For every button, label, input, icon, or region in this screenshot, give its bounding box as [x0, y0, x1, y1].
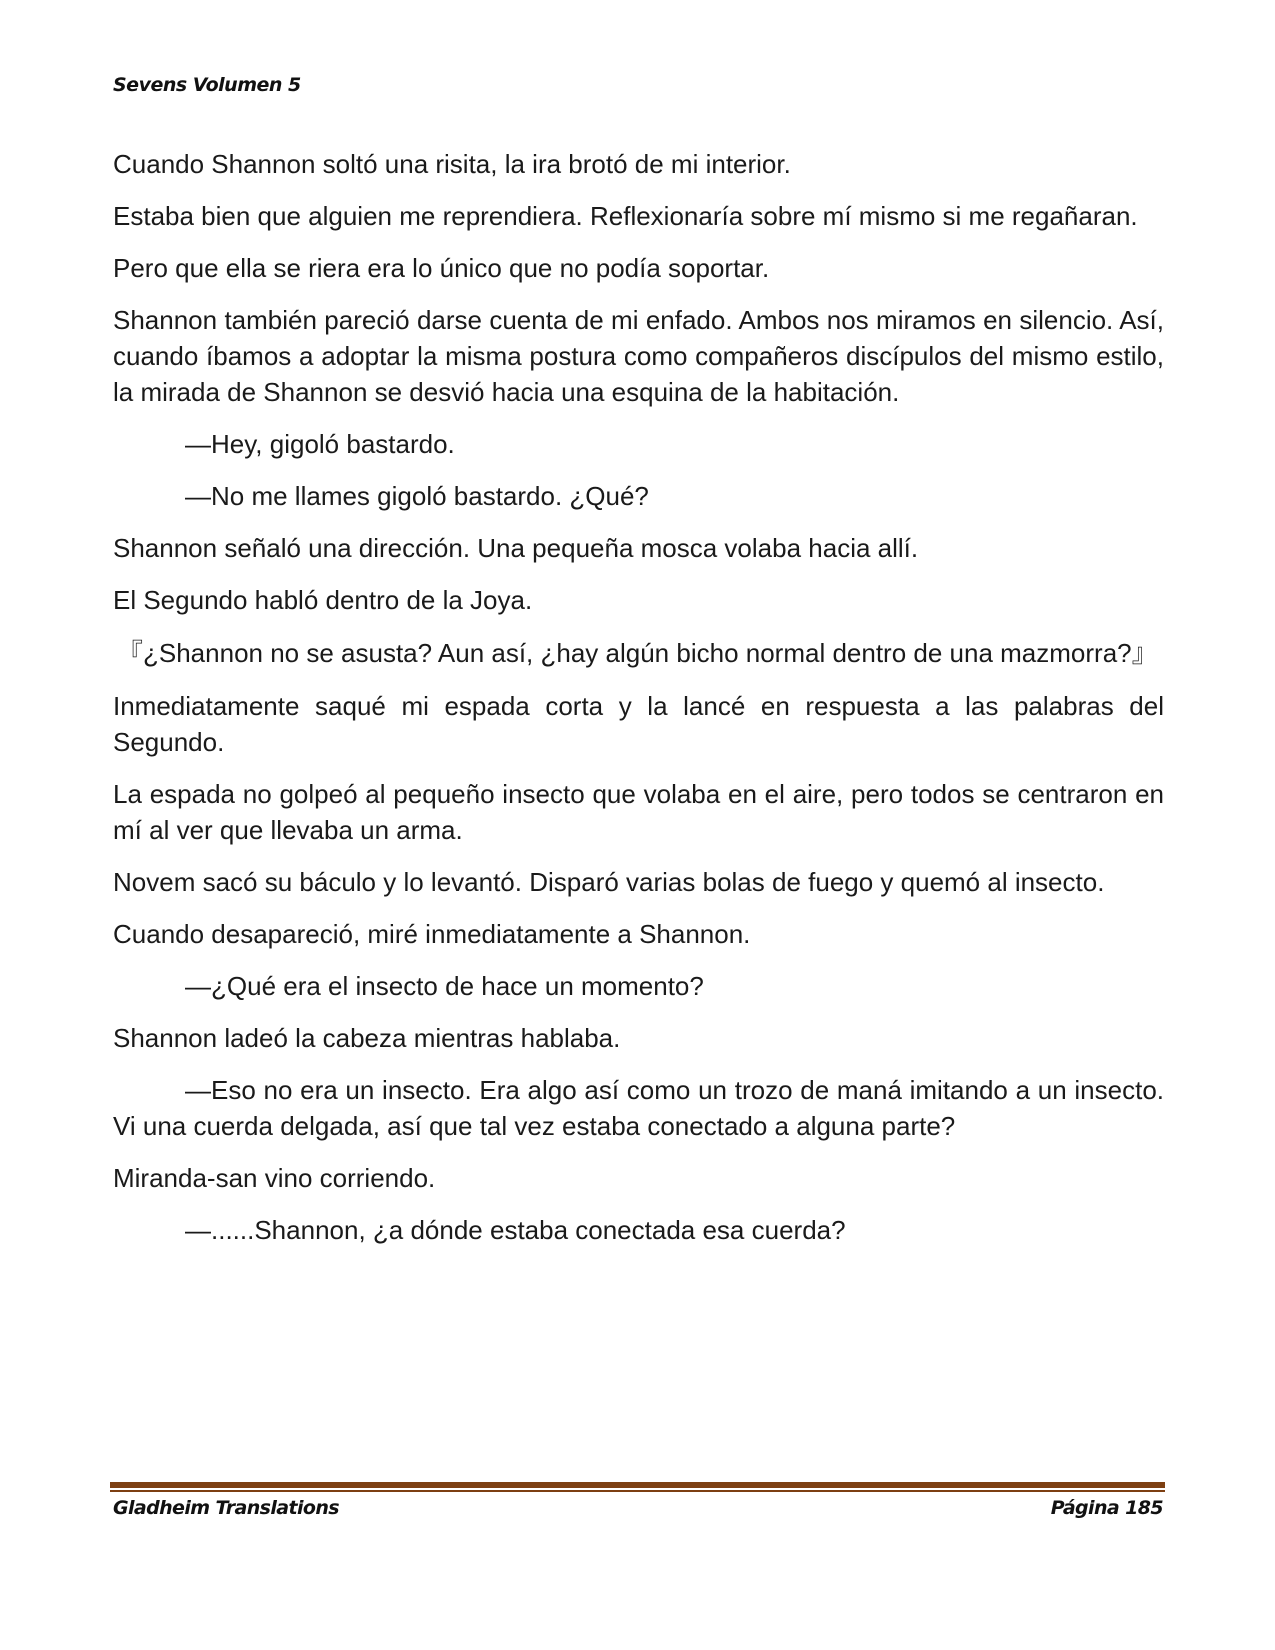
footer-divider-thick [110, 1482, 1165, 1488]
footer-publisher: Gladheim Translations [113, 1497, 339, 1519]
paragraph-narration: La espada no golpeó al pequeño insecto que volaba en el aire, pero todos se centraron en mí al ver que llevaba un arma. [113, 779, 1164, 845]
paragraph-narration: Cuando Shannon soltó una risita, la ira brotó de mi interior. [113, 149, 791, 179]
footer-divider [110, 1482, 1165, 1493]
paragraph-narration: Estaba bien que alguien me reprendiera. Reflexionaría sobre mí mismo si me regañaran. [113, 201, 1138, 231]
paragraph-narration: Shannon señaló una dirección. Una pequeña mosca volaba hacia allí. [113, 533, 919, 563]
paragraph-dialogue: —No me llames gigoló bastardo. ¿Qué? [185, 481, 649, 511]
running-header-title: Sevens Volumen 5 [113, 74, 301, 96]
footer-page-number: Página 185 [1050, 1497, 1163, 1519]
paragraph-narration: Shannon también pareció darse cuenta de mi enfado. Ambos nos miramos en silencio. Así, cuando íbamos a adoptar la misma postura como compañeros discípulos del mismo estilo, la mirada de Shannon se desvió hacia una esquina de la habitación. [113, 305, 1164, 407]
paragraph-narration: Miranda-san vino corriendo. [113, 1163, 436, 1193]
paragraph-narration: Inmediatamente saqué mi espada corta y la lancé en respuesta a las palabras del Segundo. [113, 691, 1164, 757]
paragraph-narration: Shannon ladeó la cabeza mientras hablaba. [113, 1023, 621, 1053]
footer-divider-thin [110, 1490, 1165, 1492]
paragraph-narration: Pero que ella se riera era lo único que no podía soportar. [113, 253, 770, 283]
paragraph-narration: El Segundo habló dentro de la Joya. [113, 585, 533, 615]
paragraph-narration: Cuando desapareció, miré inmediatamente a Shannon. [113, 919, 751, 949]
paragraph-dialogue: —......Shannon, ¿a dónde estaba conectada esa cuerda? [185, 1215, 846, 1245]
body-text [113, 146, 1164, 1264]
paragraph-dialogue: —¿Qué era el insecto de hace un momento? [185, 971, 704, 1001]
paragraph-jewel-speech: 『¿Shannon no se asusta? Aun así, ¿hay algún bicho normal dentro de una mazmorra?』 [117, 638, 1158, 668]
paragraph-dialogue: —Eso no era un insecto. Era algo así como un trozo de maná imitando a un insecto. Vi una cuerda delgada, así que tal vez estaba conectado a alguna parte? [113, 1075, 1164, 1141]
paragraph-dialogue: —Hey, gigoló bastardo. [185, 429, 455, 459]
paragraph-narration: Novem sacó su báculo y lo levantó. Disparó varias bolas de fuego y quemó al insecto. [113, 867, 1105, 897]
